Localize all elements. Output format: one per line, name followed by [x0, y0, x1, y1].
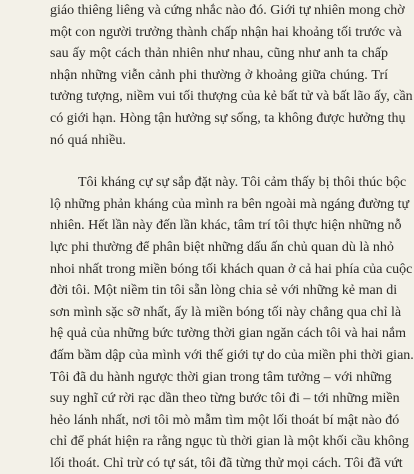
- text-line: chỉ để phát hiện ra rằng ngục tù thời gian là một khối cầu không: [50, 434, 409, 450]
- text-line: đấm bầm dập của mình với thế giới tự do của miền phi thời gian.: [50, 347, 414, 363]
- text-line: đời tôi. Một niềm tin tôi sẵn lòng chia sẻ với những kẻ man di: [50, 283, 398, 299]
- text-line: giáo thiêng liêng và cứng nhắc nào đó. Giới tự nhiên mong chờ: [50, 3, 405, 18]
- text-line: Tôi đã du hành ngược thời gian trong tâm tưởng – với những: [50, 369, 392, 385]
- text-line: hẻo lánh nhất, nơi tôi mò mẫm tìm một lối thoát bí mật nào đó: [50, 412, 400, 428]
- text-line: sơn mình sặc sỡ nhất, ấy là miền bóng tối này chẳng qua chỉ là: [50, 304, 402, 320]
- text-line: một con người trưởng thành chấp nhận hai khoảng tối trước và: [50, 24, 402, 40]
- paragraph-2: [50, 172, 414, 474]
- text-line: lực phi thường để phân biệt những dấu ấn chủ quan dù là nhỏ: [50, 239, 394, 255]
- text-line: nhận những viễn cảnh phi thường ở khoảng giữa chúng. Trí: [50, 67, 388, 83]
- text-line: nhiên. Hết lần này đến lần khác, tâm trí tôi thực hiện những nỗ: [50, 218, 402, 234]
- text-line: Tôi kháng cự sự sắp đặt này. Tôi cảm thấy bị thôi thúc bộc: [78, 175, 407, 191]
- body-text: [50, 0, 414, 474]
- text-line: nhoi nhất trong miền bóng tối khách quan ở cả hai phía của cuộc: [50, 261, 413, 277]
- paragraph-1: [50, 0, 413, 151]
- text-line: có giới hạn. Hòng tận hưởng sự sống, ta không được hưởng thụ: [50, 110, 406, 126]
- text-line: sau ấy một cách thản nhiên như nhau, cũng như anh ta chấp: [50, 46, 388, 62]
- text-line: lộ những phản kháng của mình ra bên ngoài mà ngáng đường tự: [50, 196, 410, 212]
- text-line: nó quá nhiều.: [50, 132, 126, 148]
- text-line: tưởng tượng, niềm vui tối thượng của kẻ bất tử và bất lão ấy, cần: [50, 89, 413, 105]
- text-line: hệ quả của những bức tường thời gian ngăn cách tôi và hai nắm: [50, 326, 406, 342]
- text-line: lối thoát. Chỉ trừ có tự sát, tôi đã từng thử mọi cách. Tôi đã vứt: [50, 455, 403, 471]
- text-line: suy nghĩ cứ rời rạc dần theo từng bước tôi đi – tới những miền: [50, 391, 400, 407]
